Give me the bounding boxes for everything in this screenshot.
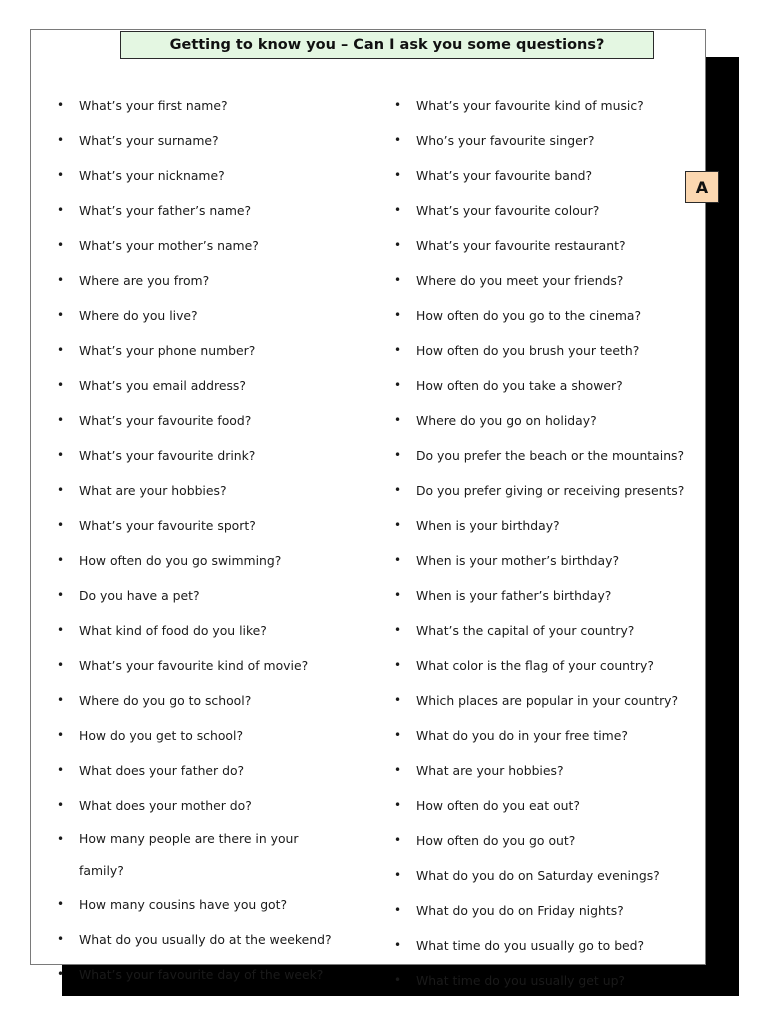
question-item [57, 957, 347, 992]
question-text: How often do you go to the cinema? [416, 307, 642, 323]
question-text: Who’s your favourite singer? [416, 132, 595, 148]
question-item [57, 508, 347, 543]
bullet-icon: • [394, 202, 402, 217]
bullet-icon: • [394, 587, 402, 602]
question-item [394, 893, 706, 928]
question-item [394, 543, 706, 578]
question-item [57, 887, 347, 922]
bullet-icon: • [57, 202, 65, 217]
question-text: How often do you eat out? [416, 797, 580, 813]
bullet-icon: • [394, 272, 402, 287]
worksheet-title: Getting to know you – Can I ask you some questions? [169, 37, 605, 53]
right-question-list [394, 88, 709, 998]
question-item [394, 403, 706, 438]
title-box [120, 31, 654, 59]
question-text: Where are you from? [79, 272, 210, 288]
question-item [57, 193, 347, 228]
bullet-icon: • [57, 482, 65, 497]
question-text: How often do you brush your teeth? [416, 342, 640, 358]
question-text: Where do you go on holiday? [416, 412, 597, 428]
bullet-icon: • [57, 692, 65, 707]
bullet-icon: • [57, 931, 65, 946]
question-text: What are your hobbies? [416, 762, 564, 778]
bullet-icon: • [57, 727, 65, 742]
question-text: When is your father’s birthday? [416, 587, 612, 603]
bullet-icon: • [394, 622, 402, 637]
bullet-icon: • [394, 517, 402, 532]
bullet-icon: • [394, 237, 402, 252]
question-text: What’s your father’s name? [79, 202, 252, 218]
bullet-icon: • [394, 167, 402, 182]
question-item [394, 613, 706, 648]
question-text: Which places are popular in your country? [416, 692, 679, 708]
question-item [57, 823, 329, 887]
question-text: What’s your favourite kind of movie? [79, 657, 309, 673]
bullet-icon: • [57, 622, 65, 637]
question-text: What’s your mother’s name? [79, 237, 259, 253]
question-text: When is your birthday? [416, 517, 560, 533]
question-text: What time do you usually get up? [416, 972, 626, 988]
question-item [57, 543, 347, 578]
question-item [57, 613, 347, 648]
question-item [394, 928, 706, 963]
bullet-icon: • [57, 552, 65, 567]
left-question-list [57, 88, 347, 992]
question-text: How many people are there in your family? [79, 830, 299, 878]
question-text: How often do you go swimming? [79, 552, 282, 568]
question-text: What’s your favourite kind of music? [416, 97, 644, 113]
question-item [57, 298, 347, 333]
question-text: What’s your favourite day of the week? [79, 966, 324, 982]
question-item [57, 753, 347, 788]
question-item [394, 88, 706, 123]
bullet-icon: • [57, 966, 65, 981]
question-text: Where do you live? [79, 307, 198, 323]
bullet-icon: • [394, 937, 402, 952]
question-item [394, 648, 706, 683]
bullet-icon: • [57, 237, 65, 252]
question-text: What’s you email address? [79, 377, 246, 393]
bullet-icon: • [57, 167, 65, 182]
question-text: What do you do in your free time? [416, 727, 628, 743]
question-item [57, 648, 347, 683]
bullet-icon: • [57, 412, 65, 427]
question-text: What’s your favourite drink? [79, 447, 256, 463]
bullet-icon: • [57, 342, 65, 357]
question-item [394, 718, 706, 753]
bullet-icon: • [394, 902, 402, 917]
question-text: How many cousins have you got? [79, 896, 288, 912]
bullet-icon: • [394, 132, 402, 147]
bullet-icon: • [394, 377, 402, 392]
question-text: What kind of food do you like? [79, 622, 267, 638]
question-item [394, 508, 706, 543]
bullet-icon: • [57, 657, 65, 672]
question-text: What do you usually do at the weekend? [79, 931, 332, 947]
question-item [57, 123, 347, 158]
question-item [394, 683, 706, 718]
question-text: What time do you usually go to bed? [416, 937, 645, 953]
question-item [57, 683, 347, 718]
bullet-icon: • [57, 831, 65, 846]
question-text: What’s your favourite colour? [416, 202, 600, 218]
question-text: What’s your favourite restaurant? [416, 237, 626, 253]
question-item [57, 578, 347, 613]
question-item [394, 753, 706, 788]
question-text: What does your father do? [79, 762, 245, 778]
question-item [57, 368, 347, 403]
worksheet-page [30, 29, 709, 988]
question-item [57, 403, 347, 438]
question-item [57, 473, 347, 508]
question-text: How do you get to school? [79, 727, 244, 743]
question-item [394, 438, 706, 473]
question-item [394, 368, 706, 403]
bullet-icon: • [394, 797, 402, 812]
question-item [394, 823, 706, 858]
question-item [394, 858, 706, 893]
bullet-icon: • [394, 412, 402, 427]
question-item [394, 963, 706, 998]
bullet-icon: • [394, 762, 402, 777]
question-item [394, 193, 706, 228]
question-item [394, 228, 706, 263]
question-text: What’s your first name? [79, 97, 228, 113]
bullet-icon: • [394, 552, 402, 567]
question-text: What’s your surname? [79, 132, 219, 148]
question-item [57, 788, 347, 823]
bullet-icon: • [57, 97, 65, 112]
question-item [57, 228, 347, 263]
question-text: Do you have a pet? [79, 587, 200, 603]
question-text: Where do you go to school? [79, 692, 252, 708]
bullet-icon: • [57, 307, 65, 322]
question-text: Do you prefer giving or receiving presents? [416, 482, 685, 498]
question-item [57, 718, 347, 753]
question-item [57, 88, 347, 123]
bullet-icon: • [57, 517, 65, 532]
question-text: What are your hobbies? [79, 482, 227, 498]
bullet-icon: • [394, 972, 402, 987]
bullet-icon: • [57, 797, 65, 812]
bullet-icon: • [57, 896, 65, 911]
question-item [394, 473, 706, 508]
question-item [394, 263, 706, 298]
question-text: What’s the capital of your country? [416, 622, 635, 638]
question-text: What’s your nickname? [79, 167, 225, 183]
bullet-icon: • [57, 447, 65, 462]
bullet-icon: • [57, 272, 65, 287]
bullet-icon: • [394, 867, 402, 882]
question-item [394, 578, 706, 613]
question-item [394, 298, 706, 333]
bullet-icon: • [57, 762, 65, 777]
bullet-icon: • [394, 692, 402, 707]
question-item [57, 438, 347, 473]
question-item [57, 263, 347, 298]
question-text: What do you do on Friday nights? [416, 902, 624, 918]
bullet-icon: • [394, 447, 402, 462]
bullet-icon: • [394, 482, 402, 497]
question-item [394, 123, 706, 158]
version-tag-label: A [695, 177, 709, 197]
question-text: How often do you take a shower? [416, 377, 623, 393]
bullet-icon: • [394, 657, 402, 672]
question-item [57, 158, 347, 193]
question-text: How often do you go out? [416, 832, 576, 848]
bullet-icon: • [394, 727, 402, 742]
question-item [57, 333, 347, 368]
question-text: What color is the flag of your country? [416, 657, 654, 673]
question-item [394, 788, 706, 823]
question-text: Where do you meet your friends? [416, 272, 624, 288]
question-text: What’s your favourite band? [416, 167, 593, 183]
bullet-icon: • [57, 132, 65, 147]
bullet-icon: • [394, 832, 402, 847]
bullet-icon: • [394, 342, 402, 357]
question-text: What’s your favourite sport? [79, 517, 256, 533]
question-text: What do you do on Saturday evenings? [416, 867, 660, 883]
question-text: What’s your favourite food? [79, 412, 252, 428]
question-item [394, 158, 706, 193]
question-text: What does your mother do? [79, 797, 252, 813]
question-item [57, 922, 347, 957]
bullet-icon: • [57, 587, 65, 602]
bullet-icon: • [57, 377, 65, 392]
question-text: When is your mother’s birthday? [416, 552, 620, 568]
bullet-icon: • [394, 97, 402, 112]
question-item [394, 333, 706, 368]
bullet-icon: • [394, 307, 402, 322]
question-text: Do you prefer the beach or the mountains? [416, 447, 685, 463]
question-text: What’s your phone number? [79, 342, 256, 358]
